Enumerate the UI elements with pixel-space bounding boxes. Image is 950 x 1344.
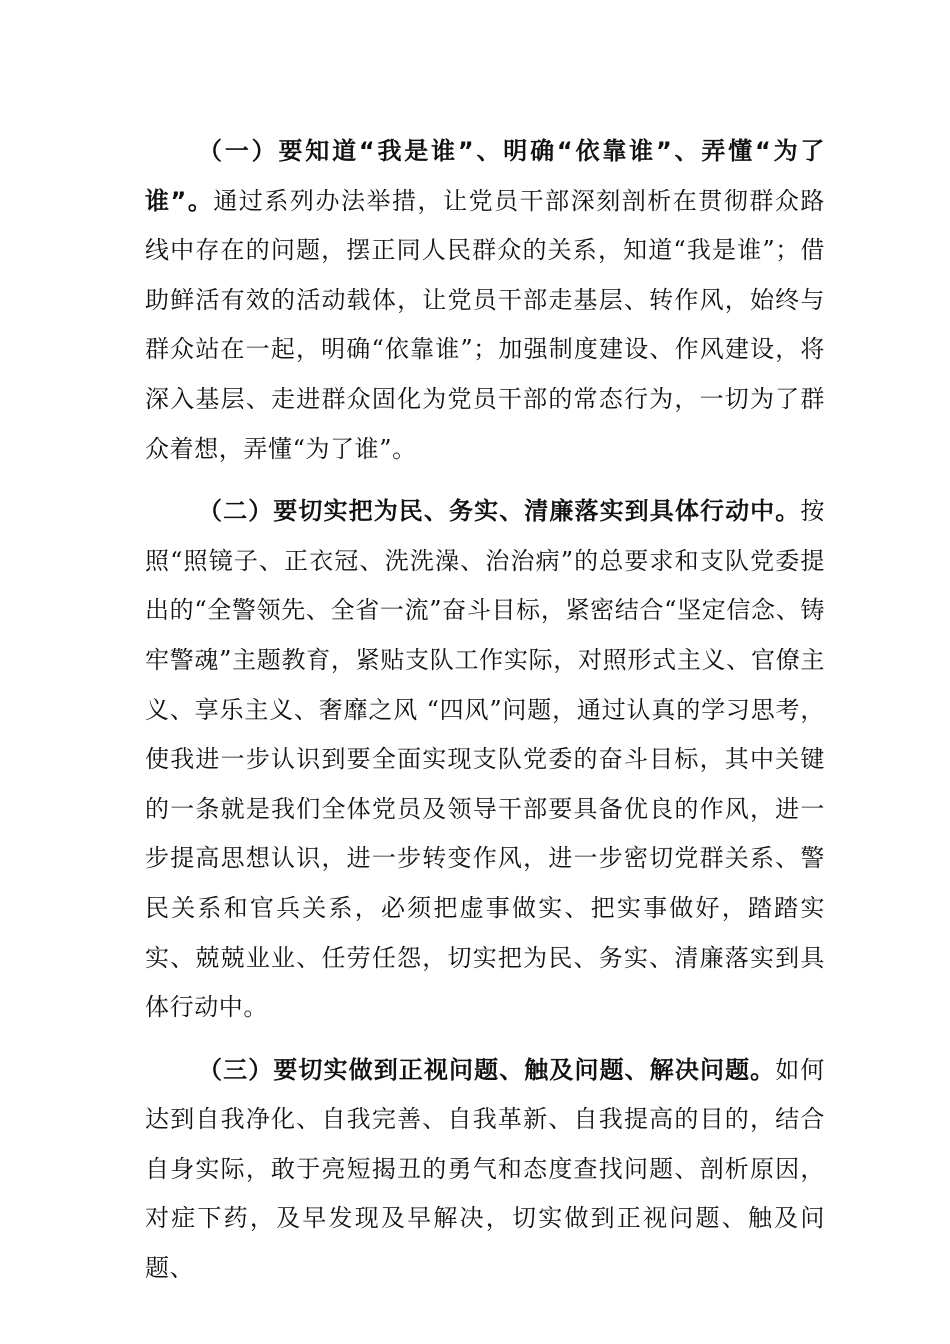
paragraph-2-heading: （二）要切实把为民、务实、清廉落实到具体行动中。 xyxy=(198,497,801,526)
paragraph-1-heading: （一）要知道“我是谁”、明确“依靠谁”、弄懂“为了谁”。 xyxy=(145,137,825,215)
paragraph-3 xyxy=(145,1046,825,1294)
paragraph-2-body: 按照“照镜子、正衣冠、洗洗澡、治治病”的总要求和支队党委提出的“全警领先、全省一流”奋斗目标，紧密结合“坚定信念、铸牢警魂”主题教育，紧贴支队工作实际，对照形式主义、官僚主义、享乐主义、奢靡之风 “四风”问题，通过认真的学习思考，使我进一步认识到要全面实现支队党委的奋斗目标，其中关键的一条就是我们全体党员及领导干部要具备优良的作风，进一步提高思想认识，进一步转变作风，进一步密切党群关系、警民关系和官兵关系，必须把虚事做实、把实事做好，踏踏实实、兢兢业业、任劳任怨，切实把为民、务实、清廉落实到具体行动中。 xyxy=(145,497,825,1022)
document-page xyxy=(145,127,825,1307)
paragraph-1-body: 通过系列办法举措，让党员干部深刻剖析在贯彻群众路线中存在的问题，摆正同人民群众的关系，知道“我是谁”；借助鲜活有效的活动载体，让党员干部走基层、转作风，始终与群众站在一起，明确“依靠谁”；加强制度建设、作风建设，将深入基层、走进群众固化为党员干部的常态行为，一切为了群众着想，弄懂“为了谁”。 xyxy=(145,186,826,463)
paragraph-2 xyxy=(145,487,825,1033)
paragraph-1 xyxy=(145,127,825,474)
paragraph-3-body: 如何达到自我净化、自我完善、自我革新、自我提高的目的，结合自身实际，敢于亮短揭丑的勇气和态度查找问题、剖析原因，对症下药，及早发现及早解决，切实做到正视问题、触及问题、 xyxy=(145,1055,825,1283)
paragraph-3-heading: （三）要切实做到正视问题、触及问题、解决问题。 xyxy=(198,1055,776,1084)
